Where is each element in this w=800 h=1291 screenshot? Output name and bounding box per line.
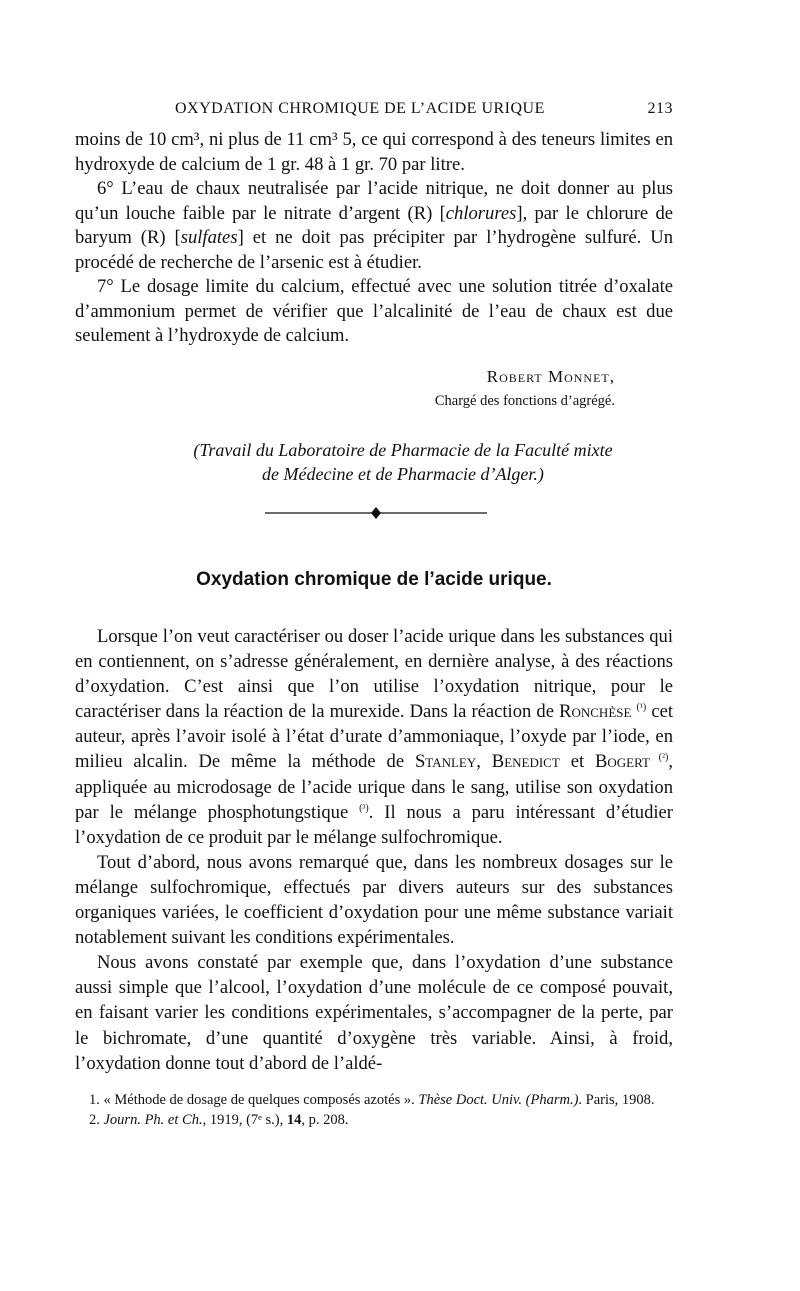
text-span: Lorsque l’on veut caractériser ou doser l’acide urique dans les substances qui en contiennent, on s’adresse généralement, en dernière analyse, à des réactions d’oxydation. C’est ainsi que l’on utilise l’oxydation nitrique, pour le caractériser dans la réaction de la murexide. Dans la réaction de xyxy=(75,626,673,723)
text-span: , xyxy=(476,751,492,773)
running-title: OXYDATION CHROMIQUE DE L’ACIDE URIQUE xyxy=(175,100,545,117)
paragraph: 7° Le dosage limite du calcium, effectué avec une solution titrée d’oxalate d’ammonium permet de vérifier que l’alcalinité de l’eau de chaux est due seulement à l’hydroxyde de calcium. xyxy=(75,276,673,346)
text-span: 2. xyxy=(89,1112,104,1128)
text-span: et xyxy=(559,751,595,773)
italic-term: chlorures xyxy=(445,202,517,224)
text-span: ], par le chlorure de baryum (R) [ xyxy=(75,202,674,248)
lab-note xyxy=(133,438,673,486)
text-span: ] et ne doit pas précipiter par l’hydrogène sulfuré. Un procédé de recherche de l’arsenic est à étudier. xyxy=(75,227,674,273)
text-span: , appliquée au microdosage de l’acide urique dans le sang, utilise son oxydation par le mélange phosphotungstique xyxy=(75,751,673,823)
author-name: Robert Monnet, xyxy=(486,367,615,386)
italic-term: sulfates xyxy=(180,227,238,248)
volume-number: 14 xyxy=(286,1112,302,1128)
section-divider xyxy=(265,503,487,523)
text-span: , p. 208. xyxy=(301,1112,349,1128)
paragraph: Tout d’abord, nous avons remarqué que, dans les nombreux dosages sur le mélange sulfochromique, effectués par divers auteurs sur des substances organiques variées, le coefficient d’oxydation pour une même substance variait notablement suivant les conditions expérimentales. xyxy=(75,851,673,949)
paragraph xyxy=(75,177,673,275)
italic-term: Thèse Doct. Univ. (Pharm.) xyxy=(418,1092,579,1108)
text-span: . Paris, 1908. xyxy=(578,1092,655,1108)
footnote-ref: (¹) xyxy=(636,702,647,714)
signature xyxy=(435,367,615,410)
text-span: , 1919, (7ᵉ s.), xyxy=(202,1112,287,1128)
author-ref: Stanley xyxy=(414,751,477,773)
footnotes xyxy=(75,1090,673,1130)
paragraph: Nous avons constaté par exemple que, dans l’oxydation d’une substance aussi simple que l’alcool, l’oxydation d’une molécule de ce composé pouvait, en faisant varier les conditions expérimentales, s’accompagner de la perte, par le bichromate, d’une quantité d’oxygène très variable. Ainsi, à froid, l’oxydation donne tout d’abord de l’aldé- xyxy=(75,952,673,1074)
main-text xyxy=(75,624,673,1076)
section-title: Oxydation chromique de l’acide urique. xyxy=(196,569,552,590)
footnote xyxy=(75,1090,673,1110)
divider-diamond xyxy=(371,507,381,519)
lab-note-line: (Travail du Laboratoire de Pharmacie de la Faculté mixte xyxy=(193,440,613,460)
running-head xyxy=(75,100,673,124)
author-ref: Ronchèse xyxy=(559,701,632,723)
author-ref: Bogert xyxy=(595,751,650,773)
page-number: 213 xyxy=(647,100,673,117)
author-role: Chargé des fonctions d’agrégé. xyxy=(434,393,615,409)
author-ref: Benedict xyxy=(491,751,560,773)
paragraph xyxy=(75,624,673,850)
lab-note-line: de Médecine et de Pharmacie d’Alger.) xyxy=(262,464,544,484)
text-span: cet auteur, après l’avoir isolé à l’état d’urate d’ammoniaque, l’oxyde par l’iode, en milieu alcalin. De même la méthode de xyxy=(75,701,673,773)
italic-term: Journ. Ph. et Ch. xyxy=(103,1112,203,1128)
footnote xyxy=(75,1110,673,1130)
text-span: . Il nous a paru intéressant d’étudier l’oxydation de ce produit par le mélange sulfochromique. xyxy=(75,801,673,848)
paragraph: moins de 10 cm³, ni plus de 11 cm³ 5, ce qui correspond à des teneurs limites en hydroxyde de calcium de 1 gr. 48 à 1 gr. 70 par litre. xyxy=(75,129,673,175)
footnote-ref: (²) xyxy=(649,752,669,764)
footnote-ref: (³) xyxy=(359,802,369,814)
text-span: 6° L’eau de chaux neutralisée par l’acide nitrique, ne doit donner au plus qu’un louche faible par le nitrate d’argent (R) [ xyxy=(75,178,673,224)
text-span: 1. « Méthode de dosage de quelques composés azotés ». xyxy=(89,1092,419,1108)
intro-text xyxy=(75,128,673,349)
